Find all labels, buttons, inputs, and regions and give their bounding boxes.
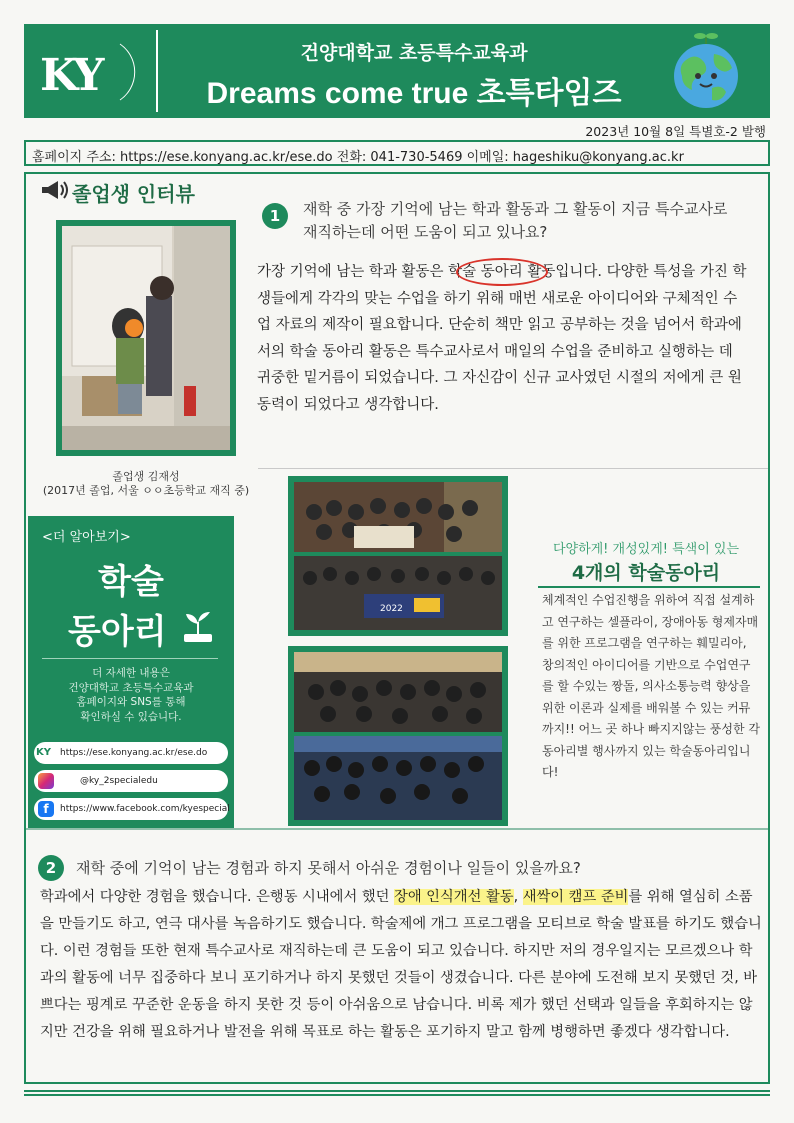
learn-more-separator: [42, 658, 218, 659]
clubs-title: 4개의 학술동아리: [571, 562, 721, 584]
ky-logo-icon: KY: [36, 745, 52, 761]
logo-arc: [114, 36, 158, 108]
answer-2: [40, 884, 762, 1046]
homepage-link-text: https://ese.konyang.ac.kr/ese.do: [60, 748, 208, 758]
facebook-link-text: https://www.facebook.com/kyespecial: [60, 804, 230, 814]
caption-name: 졸업생 김재성: [112, 470, 180, 483]
header-divider: [156, 30, 158, 112]
answer-2-text: 를 위해 열심히 소품을 만들기도 하고, 연극 대사를 녹음하기도 했습니다. 학술제에 개그 프로그램을 모티브로 학술 발표를 하기도 했습니다. 이런 경험들 또한 현재 특수교사로 재직하는데 큰 도움이 되고 있습니다. 하지만 저의 경우일지는 모르겠으나 학과의 활동에 너무 집중하다 보니 포기하거나 하지 못했던 것들이 생겼습니다. 다른 분야에 도전해 보지 못했던 것, 바쁘다는 핑계로 꾸준한 운동을 하지 못한 것 등이 아쉬움으로 남습니다. 비록 제가 했던 선택과 일들을 후회하지는 않지만 건강을 위해 필요하거나 발전을 위해 목표로 하는 활동은 포기하지 말고 함께 병행하면 좋겠다 생각합니다.: [40, 889, 762, 1040]
newsletter-title: Dreams come true 초특타임즈: [206, 77, 622, 110]
photo-banner-text: 2022: [380, 604, 403, 614]
instagram-icon: [38, 773, 54, 789]
section-divider: [258, 468, 768, 469]
megaphone-icon: [40, 179, 68, 206]
homepage-link[interactable]: [34, 742, 228, 764]
clubs-title-underline: [538, 586, 760, 588]
question-2-number: 2: [38, 855, 64, 881]
answer-2-highlight-1: 장애 인식개선 활동: [394, 889, 514, 905]
instagram-link-text: @ky_2specialedu: [80, 776, 158, 786]
graduate-photo: [56, 220, 236, 456]
logo-text: KY: [40, 50, 101, 101]
learn-more-box: [28, 516, 234, 828]
interview-heading: [40, 178, 195, 207]
learn-more-label: <더 알아보기>: [42, 530, 131, 545]
section-divider-2: [26, 828, 768, 830]
instagram-link[interactable]: [34, 770, 228, 792]
answer-2-text: 학과에서 다양한 경험을 했습니다. 은행동 시내에서 했던: [40, 889, 395, 905]
club-photo-top: [288, 476, 508, 636]
question-1-number: 1: [262, 203, 288, 229]
earth-sprout-icon: [664, 30, 748, 114]
newsletter-header: [24, 24, 770, 118]
question-1: 재학 중 가장 기억에 남는 학과 활동과 그 활동이 지금 특수교사로 재직하는데 어떤 도움이 되고 있나요?: [303, 200, 728, 241]
question-2: 재학 중에 기억이 남는 경험과 하지 못해서 아쉬운 경험이나 일들이 있을까요?: [76, 859, 581, 877]
caption-detail: (2017년 졸업, 서울 ㅇㅇ초등학교 재직 중): [42, 484, 250, 497]
highlight-circle: [456, 258, 548, 286]
interview-heading-text: 졸업생 인터뷰: [72, 182, 195, 206]
facebook-icon: f: [38, 801, 54, 817]
clubs-subtitle: 다양하게! 개성있게! 특색이 있는: [552, 542, 740, 557]
contact-info: 홈페이지 주소: https://ese.konyang.ac.kr/ese.do 전화: 041-730-5469 이메일: hageshiku@konyang.ac.kr: [24, 140, 770, 166]
club-photo-bottom: [288, 646, 508, 826]
sprout-book-icon: [178, 608, 218, 648]
answer-1: 가장 기억에 남는 학과 활동은 학술 동아리 활동입니다. 다양한 특성을 가진 학생들에게 각각의 맞는 수업을 하기 위해 매번 새로운 아이디어와 구체적인 수업 자료의 제작이 필요합니다. 단순히 책만 읽고 공부하는 것을 넘어서 학과에서의 학술 동아리 활동은 특수교사로서 매일의 수업을 준비하고 실행하는 데 귀중한 밑거름이 되었습니다. 그 자신감이 신규 교사였던 시절의 저에게 큰 원동력이 되었다고 생각합니다.: [257, 264, 747, 413]
facebook-link[interactable]: [34, 798, 228, 820]
answer-2-text: ,: [513, 889, 523, 905]
konyang-logo: [40, 36, 158, 108]
issue-date: 2023년 10월 8일 특별호-2 발행: [585, 124, 766, 139]
department-name: 건양대학교 초등특수교육과: [300, 42, 528, 64]
learn-more-title-1: 학술: [98, 562, 164, 602]
clubs-description: 체계적인 수업진행을 위하여 직접 설계하고 연구하는 셀플라이, 장애아동 형제자매를 위한 프로그램을 연구하는 훼밀리아, 창의적인 아이디어를 기반으로 수업연구를 할 수있는 짱돌, 의사소통능력 향상을 위한 이론과 실제를 배워볼 수 있는 커뮤까지!! 어느 곳 하나 빠지지않는 풍성한 각 동아리별 행사까지 있는 학술동아리입니다!: [542, 593, 760, 779]
answer-2-highlight-2: 새싹이 캠프 준비: [522, 889, 629, 905]
photo-caption: [36, 470, 256, 498]
learn-more-info: 더 자세한 내용은 건양대학교 초등특수교육과 홈페이지와 SNS를 통해 확인하실 수 있습니다.: [68, 667, 194, 723]
footer-lines: [24, 1090, 770, 1096]
learn-more-title-2: 동아리: [68, 612, 167, 652]
